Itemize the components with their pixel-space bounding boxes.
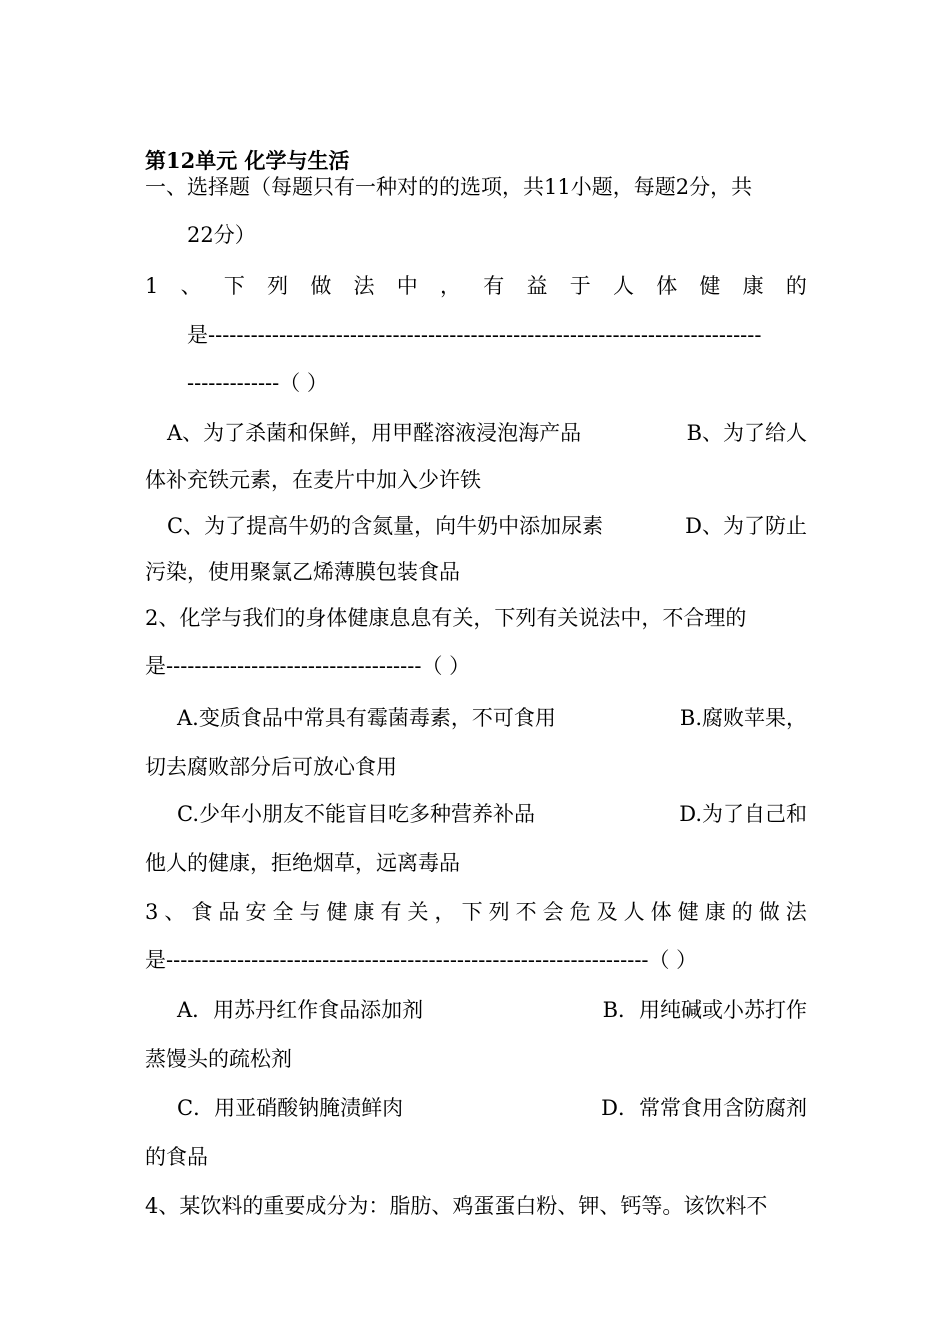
question-3-stem-line2: 是--------------------------------------------------------------------（ ）	[145, 948, 698, 972]
question-3-stem-char: 法	[785, 900, 807, 924]
question-2-options-cd	[145, 801, 807, 827]
question-1-stem-char: 1	[145, 274, 159, 298]
section-heading-line2: 22分）	[187, 223, 256, 247]
question-3-stem-char: 品	[218, 900, 240, 924]
question-3-stem-char: 人	[623, 900, 645, 924]
question-1-option-b-cont: 体补充铁元素，在麦片中加入少许铁	[145, 468, 481, 492]
question-2-option-a: A.变质食品中常具有霉菌毒素，不可食用	[177, 706, 556, 730]
question-3-stem-char: 做	[758, 900, 780, 924]
question-3-options-cd	[145, 1095, 807, 1121]
question-1-stem-char: 下	[223, 274, 245, 298]
question-3-stem-char: 及	[596, 900, 618, 924]
question-3-options-ab	[145, 997, 807, 1023]
question-3-stem-char: 食	[191, 900, 213, 924]
question-1-options-cd	[145, 513, 807, 539]
question-1-stem-char: 列	[267, 274, 289, 298]
question-3-stem-char: 全	[272, 900, 294, 924]
question-1-option-a: A、为了杀菌和保鲜，用甲醛溶液浸泡海产品	[167, 421, 582, 445]
question-1-stem	[145, 273, 807, 299]
question-2-option-b-cont: 切去腐败部分后可放心食用	[145, 755, 397, 779]
question-4-stem: 4、某饮料的重要成分为：脂肪、鸡蛋蛋白粉、钾、钙等。该饮料不	[145, 1194, 768, 1218]
question-3-stem-char: 关	[407, 900, 429, 924]
question-1-stem-line2: 是------------------------------------------------------------------------------	[187, 323, 762, 347]
question-3-option-c: C．用亚硝酸钠腌渍鲜肉	[177, 1096, 404, 1120]
question-2-option-c: C.少年小朋友不能盲目吃多种营养补品	[177, 802, 535, 826]
question-3-stem-char: 有	[380, 900, 402, 924]
question-1-stem-char: 益	[526, 274, 548, 298]
question-3-stem-char: 健	[326, 900, 348, 924]
question-3-stem-char: 康	[353, 900, 375, 924]
question-3-stem-char: 会	[542, 900, 564, 924]
question-3-stem-char: 与	[299, 900, 321, 924]
question-3-option-b-cont: 蒸馒头的疏松剂	[145, 1047, 292, 1071]
question-1-stem-char: 、	[180, 274, 202, 298]
question-2-option-b: B.腐败苹果，	[679, 706, 807, 730]
question-3-option-b: B．用纯碱或小苏打作	[602, 998, 807, 1022]
page-title: 第12单元 化学与生活	[145, 148, 350, 173]
question-1-stem-char: 健	[699, 274, 721, 298]
question-2-options-ab	[145, 705, 807, 731]
question-3-stem-char: 康	[704, 900, 726, 924]
section-heading-line1: 一、选择题（每题只有一种对的的选项，共11小题，每题2分，共	[145, 175, 753, 199]
question-1-stem-char: 人	[612, 274, 634, 298]
question-3-stem-char: 、	[164, 900, 186, 924]
question-1-option-b: B、为了给人	[686, 421, 807, 445]
question-1-stem-char: 有	[483, 274, 505, 298]
question-3-option-d-cont: 的食品	[145, 1145, 208, 1169]
question-3-stem-char: 列	[488, 900, 510, 924]
question-3-stem-char: 体	[650, 900, 672, 924]
question-3-stem-char: 健	[677, 900, 699, 924]
question-2-option-d: D.为了自己和	[679, 802, 807, 826]
question-3-stem-char: 下	[461, 900, 483, 924]
question-1-stem-char: 法	[353, 274, 375, 298]
question-1-stem-char: 体	[656, 274, 678, 298]
question-3-stem-char: ，	[434, 900, 456, 924]
question-3-stem	[145, 899, 807, 925]
question-2-stem: 2、化学与我们的身体健康息息有关，下列有关说法中，不合理的	[145, 606, 747, 630]
question-1-stem-char: 于	[569, 274, 591, 298]
question-1-stem-char: 的	[785, 274, 807, 298]
question-1-option-c: C、为了提高牛奶的含氮量，向牛奶中添加尿素	[167, 514, 604, 538]
question-3-option-d: D．常常食用含防腐剂	[601, 1096, 807, 1120]
question-3-stem-char: 安	[245, 900, 267, 924]
question-3-option-a: A．用苏丹红作食品添加剂	[177, 998, 424, 1022]
question-3-stem-char: 3	[145, 900, 159, 924]
question-1-stem-char: 中	[396, 274, 418, 298]
question-1-option-d-cont: 污染，使用聚氯乙烯薄膜包装食品	[145, 560, 460, 584]
question-1-stem-char: 做	[310, 274, 332, 298]
question-3-stem-char: 的	[731, 900, 753, 924]
question-1-stem-char: ，	[440, 274, 462, 298]
question-2-option-d-cont: 他人的健康，拒绝烟草，远离毒品	[145, 851, 460, 875]
question-2-stem-line2: 是------------------------------------（ ）	[145, 654, 471, 678]
question-1-options-ab	[145, 420, 807, 446]
question-3-stem-char: 不	[515, 900, 537, 924]
question-1-stem-line3: -------------（ ）	[187, 371, 328, 395]
question-3-stem-char: 危	[569, 900, 591, 924]
question-1-stem-char: 康	[742, 274, 764, 298]
question-1-option-d: D、为了防止	[685, 514, 807, 538]
